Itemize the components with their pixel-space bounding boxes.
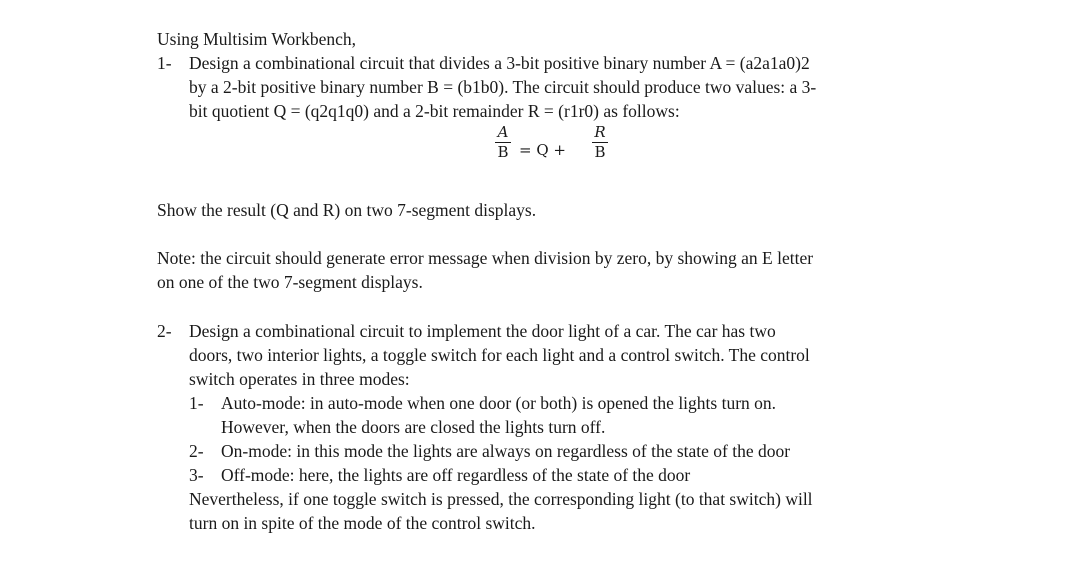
question-2-line-1: Design a combinational circuit to implement the door light of a car. The car has two	[189, 321, 776, 341]
mode-2-number: 2-	[189, 441, 204, 461]
question-2-number: 2-	[157, 321, 172, 341]
mode-2-line-1: On-mode: in this mode the lights are always on regardless of the state of the door	[221, 441, 791, 461]
note-paragraph	[157, 246, 813, 294]
question-1-line-1: Design a combinational circuit that divides a 3-bit positive binary number A = (a2a1a0)2	[189, 53, 810, 73]
mode-1-number: 1-	[189, 393, 204, 413]
closing-line-2: turn on in spite of the mode of the control switch.	[189, 513, 536, 533]
question-2-line-2: doors, two interior lights, a toggle switch for each light and a control switch. The control	[189, 345, 810, 365]
question-2-line-3: switch operates in three modes:	[189, 369, 410, 389]
closing-paragraph	[189, 487, 813, 535]
show-result-text: Show the result (Q and R) on two 7-segment displays.	[157, 200, 537, 220]
fraction-denominator-b: B	[594, 143, 606, 161]
fraction-numerator-r: R	[594, 123, 606, 141]
fraction-numerator-a: A	[497, 123, 509, 141]
closing-line-1: Nevertheless, if one toggle switch is pressed, the corresponding light (to that switch) will	[189, 489, 813, 509]
question-1-line-3: bit quotient Q = (q2q1q0) and a 2-bit remainder R = (r1r0) as follows:	[189, 101, 680, 121]
question-1-line-2: by a 2-bit positive binary number B = (b1b0). The circuit should produce two values: a 3-	[189, 77, 817, 97]
fraction-a-over-b	[495, 124, 511, 161]
mode-1-line-1: Auto-mode: in auto-mode when one door (or both) is opened the lights turn on.	[221, 393, 777, 413]
fraction-r-over-b	[592, 124, 608, 161]
question-1-number: 1-	[157, 53, 172, 73]
formula-middle: = Q +	[519, 141, 566, 159]
mode-1-line-2: However, when the doors are closed the lights turn off.	[221, 417, 606, 437]
note-line-2: on one of the two 7-segment displays.	[157, 272, 423, 292]
fraction-denominator-b: B	[497, 143, 509, 161]
mode-3-number: 3-	[189, 465, 204, 485]
note-line-1: Note: the circuit should generate error message when division by zero, by showing an E letter	[157, 248, 814, 268]
intro-text: Using Multisim Workbench,	[157, 29, 357, 49]
division-formula	[495, 124, 635, 174]
mode-3-line-1: Off-mode: here, the lights are off regardless of the state of the door	[221, 465, 691, 485]
